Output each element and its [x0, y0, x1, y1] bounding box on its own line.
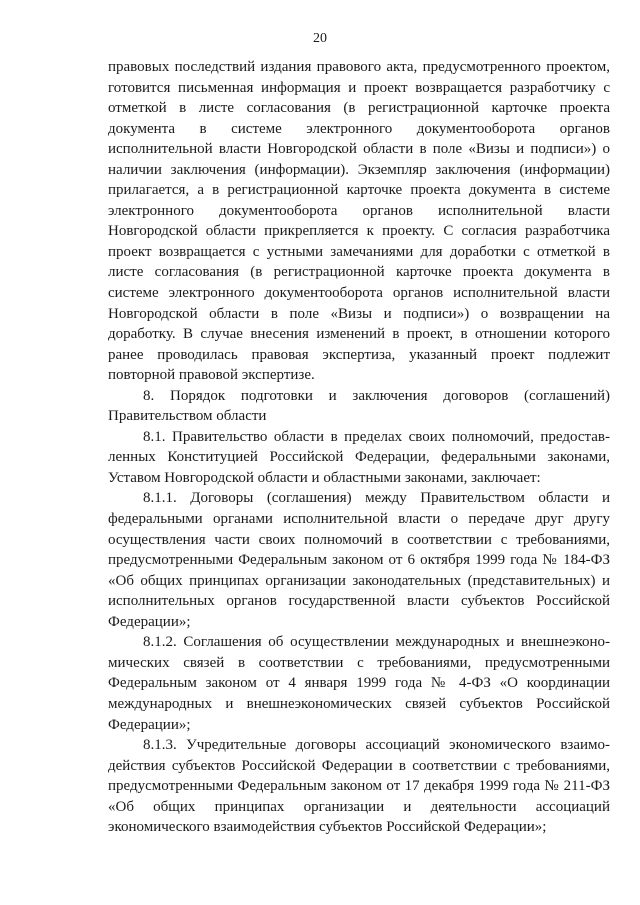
text-line: международных и внешнеэкономических связей субъектов Российской [108, 695, 610, 712]
page-number: 20 [313, 31, 327, 46]
text-line: Правительством области [108, 408, 267, 425]
text-line: исполнительных органов государственной власти субъектов Российской [108, 593, 610, 610]
text-line: отметкой в листе согласования (в регистрационной карточке проекта [108, 100, 610, 117]
text-line: экономического взаимодействия субъектов Российской Федерации»; [108, 819, 547, 836]
text-line: предусмотренными Федеральным законом от 6 октября 1999 года № 184-ФЗ [108, 552, 610, 569]
text-line: готовится письменная информация и проект возвращается разработчику с [108, 79, 610, 96]
text-line: «Об общих принципах организации законодательных (представительных) и [108, 572, 610, 589]
text-line: Новгородской области прикрепляется к проекту. С согласия разработчика [108, 223, 610, 240]
text-line: Федеральным законом от 4 января 1999 года № 4-ФЗ «О координации [108, 675, 610, 692]
text-line: 8.1.3. Учредительные договоры ассоциаций экономического взаимо- [143, 737, 610, 754]
text-line: 8.1.1. Договоры (соглашения) между Правительством области и [143, 490, 610, 507]
text-line: прилагается, а в регистрационной карточке проекта документа в системе [108, 182, 610, 199]
text-line: федеральными органами исполнительной власти о передаче друг другу [108, 511, 610, 528]
text-line: ранее проводилась правовая экспертиза, указанный проект подлежит [108, 346, 610, 363]
text-line: 8. Порядок подготовки и заключения договоров (соглашений) [143, 387, 610, 404]
text-line: проект возвращается с устными замечаниями для доработки с отметкой в [108, 243, 610, 260]
text-line: 8.1.2. Соглашения об осуществлении международных и внешнеэконо- [143, 634, 610, 651]
text-line: исполнительной власти Новгородской области в поле «Визы и подписи») о [108, 141, 610, 158]
text-line: документа в системе электронного документооборота органов [108, 120, 610, 137]
text-line: 8.1. Правительство области в пределах своих полномочий, предостав- [143, 428, 610, 445]
text-line: предусмотренными Федеральным законом от 17 декабря 1999 года № 211-ФЗ [108, 778, 610, 795]
text-line: Федерации»; [108, 613, 191, 630]
text-line: системе электронного документооборота органов исполнительной власти [108, 285, 610, 302]
text-line: доработку. В случае внесения изменений в проект, в отношении которого [108, 326, 610, 343]
text-line: электронного документооборота органов исполнительной власти [108, 202, 610, 219]
text-line: «Об общих принципах организации и деятельности ассоциаций [108, 798, 610, 815]
text-line: осуществления части своих полномочий в соответствии с требованиями, [108, 531, 610, 548]
text-line: мических связей в соответствии с требованиями, предусмотренными [108, 654, 610, 671]
text-line: Федерации»; [108, 716, 191, 733]
text-line: правовых последствий издания правового акта, предусмотренного проектом, [108, 59, 610, 75]
text-line: наличии заключения (информации). Экземпляр заключения (информации) [108, 161, 610, 178]
text-line: Уставом Новгородской области и областными законами, заключает: [108, 469, 541, 486]
text-line: Новгородской области в поле «Визы и подписи») о возвращении на [108, 305, 610, 322]
text-line: ленных Конституцией Российской Федерации, федеральными законами, [108, 449, 610, 466]
text-line: повторной правовой экспертизе. [108, 367, 315, 384]
text-line: листе согласования (в регистрационной карточке проекта документа в [108, 264, 610, 281]
document-body [108, 57, 610, 838]
text-line: действия субъектов Российской Федерации в соответствии с требованиями, [108, 757, 610, 774]
